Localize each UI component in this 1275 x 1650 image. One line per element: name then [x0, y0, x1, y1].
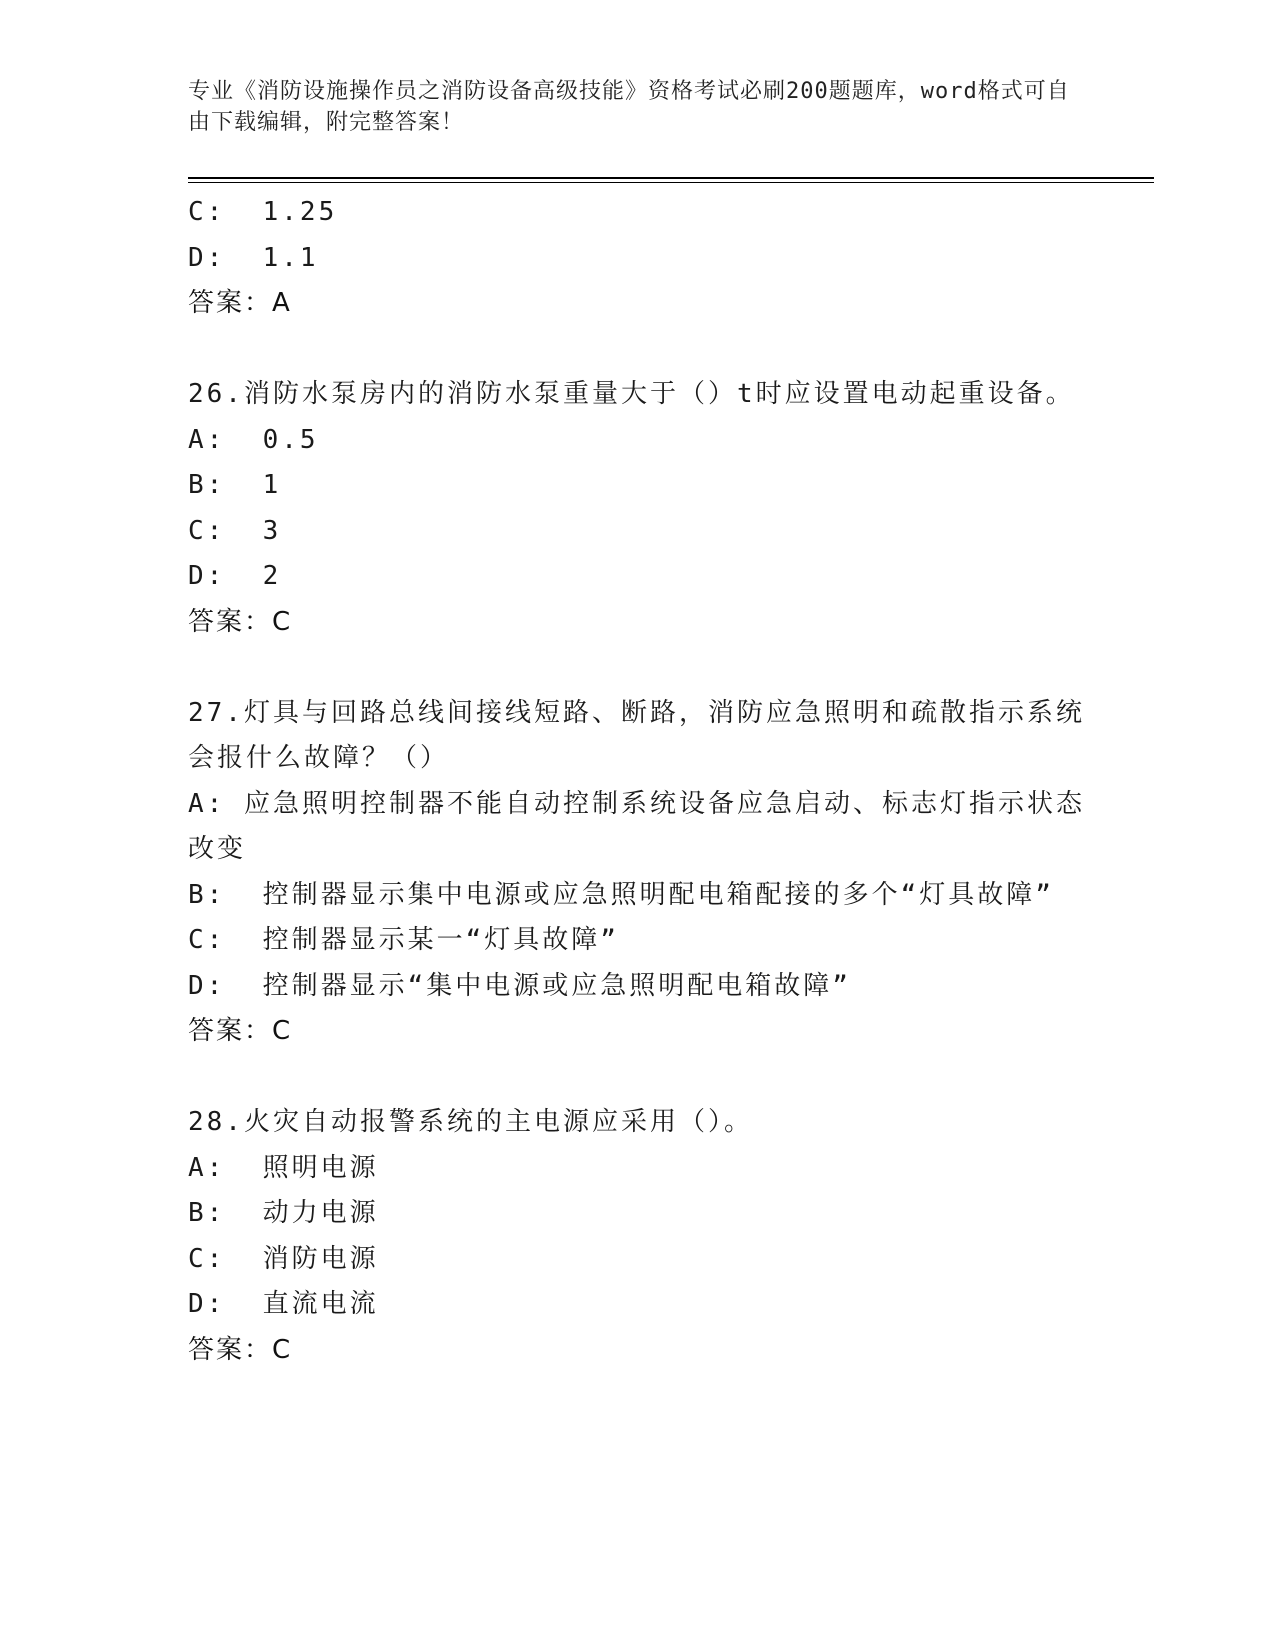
option-label: D — [188, 242, 207, 273]
option-label: B — [188, 1198, 207, 1228]
option-line: C: 1.25 — [188, 197, 338, 227]
answer-line: 答案：C — [188, 606, 293, 637]
option-line: D: 1.1 — [188, 242, 319, 273]
option-line: B: 控制器显示集中电源或应急照明配电箱配接的多个“灯具故障” — [188, 879, 1054, 910]
answer-line: 答案：C — [188, 1016, 293, 1046]
option-label: A — [188, 1152, 207, 1183]
option-label: C — [188, 515, 207, 546]
option-line: B: 动力电源 — [188, 1198, 379, 1228]
option-text: 控制器显示集中电源或应急照明配电箱配接的多个“灯具故障” — [262, 879, 1054, 910]
option-line: B: 1 — [188, 470, 282, 500]
answer-line: 答案：C — [188, 1334, 293, 1365]
option-label: C — [188, 1243, 207, 1274]
spacer — [188, 645, 1088, 691]
option-line: C: 3 — [188, 515, 282, 546]
question-text: 27.灯具与回路总线间接线短路、断路，消防应急照明和疏散指示系统会报什么故障？（） — [188, 697, 1085, 773]
option-label: A — [188, 424, 207, 455]
header-divider-thick — [188, 177, 1154, 179]
option-line: A: 照明电源 — [188, 1152, 379, 1183]
question-text: 28.火灾自动报警系统的主电源应采用（）。 — [188, 1107, 753, 1137]
option-text: 控制器显示“集中电源或应急照明配电箱故障” — [262, 970, 851, 1001]
option-label: C — [188, 197, 207, 227]
option-line: A: 0.5 — [188, 424, 319, 455]
option-text: 3 — [262, 515, 282, 546]
option-text: 动力电源 — [262, 1198, 379, 1228]
option-text: 1.1 — [262, 242, 319, 273]
option-label: D — [188, 970, 207, 1001]
option-text: 2 — [262, 561, 282, 591]
option-label: B — [188, 879, 207, 910]
option-line: C: 控制器显示某一“灯具故障” — [188, 925, 619, 955]
option-text: 消防电源 — [262, 1243, 379, 1274]
option-line: A: 应急照明控制器不能自动控制系统设备应急启动、标志灯指示状态改变 — [188, 788, 1085, 864]
option-line: D: 直流电流 — [188, 1289, 379, 1319]
option-label: D — [188, 1289, 207, 1319]
question-block — [188, 1100, 1088, 1373]
question-block — [188, 372, 1088, 645]
option-text: 直流电流 — [262, 1289, 379, 1319]
option-label: B — [188, 470, 207, 500]
option-text: 1.25 — [262, 197, 338, 227]
spacer — [188, 327, 1088, 373]
option-label: A — [188, 788, 207, 819]
option-text: 照明电源 — [262, 1152, 379, 1183]
answer-line: 答案：A — [188, 288, 292, 318]
option-text: 应急照明控制器不能自动控制系统设备应急启动、标志灯指示状态改变 — [188, 788, 1085, 864]
question-content — [188, 190, 1088, 1373]
option-text: 0.5 — [262, 424, 319, 455]
partial-question — [188, 190, 1088, 327]
option-text: 控制器显示某一“灯具故障” — [262, 925, 619, 955]
option-line: D: 控制器显示“集中电源或应急照明配电箱故障” — [188, 970, 851, 1001]
header-divider-thin — [188, 182, 1154, 183]
option-text: 1 — [262, 470, 282, 500]
option-label: D — [188, 561, 207, 591]
document-header: 专业《消防设施操作员之消防设备高级技能》资格考试必刷200题题库，word格式可自由下载编辑，附完整答案！ — [188, 79, 1070, 135]
question-text: 26.消防水泵房内的消防水泵重量大于（）t时应设置电动起重设备。 — [188, 379, 1075, 409]
spacer — [188, 1055, 1088, 1101]
option-line: D: 2 — [188, 561, 282, 591]
option-line: C: 消防电源 — [188, 1243, 379, 1274]
question-block — [188, 691, 1088, 1055]
option-label: C — [188, 925, 207, 955]
